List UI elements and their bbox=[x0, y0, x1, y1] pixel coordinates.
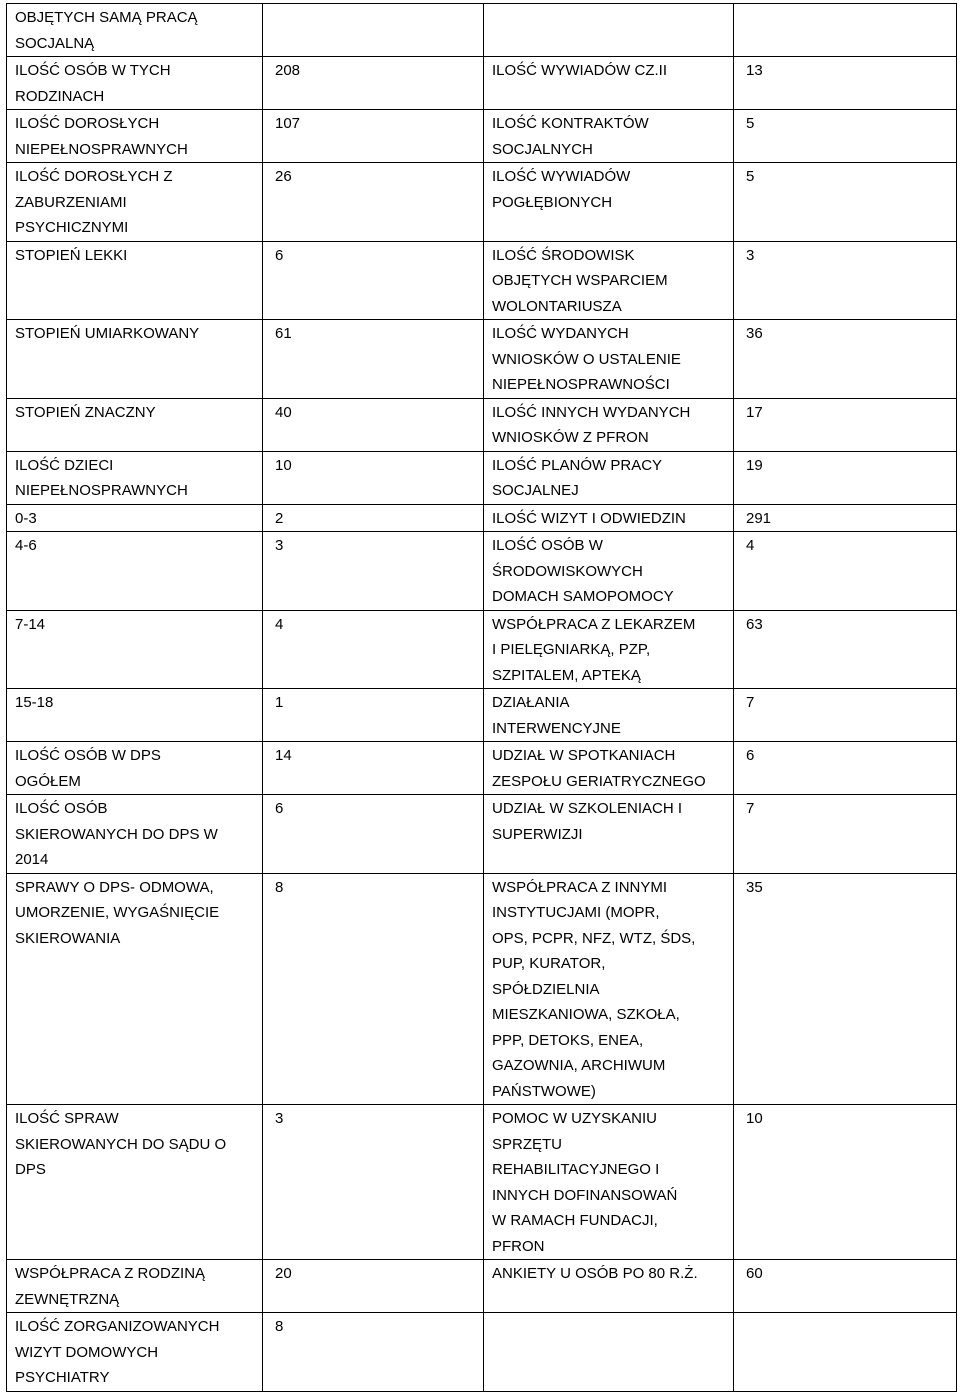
row-label2-cell: POMOC W UZYSKANIU SPRZĘTU REHABILITACYJNEGO I INNYCH DOFINANSOWAŃ W RAMACH FUNDACJI, PFRON bbox=[484, 1105, 734, 1260]
row-label2-cell: ILOŚĆ KONTRAKTÓW SOCJALNYCH bbox=[484, 110, 734, 163]
row-label-cell: 4-6 bbox=[7, 532, 263, 611]
table-row bbox=[7, 110, 957, 163]
row-label-cell: WSPÓŁPRACA Z RODZINĄ ZEWNĘTRZNĄ bbox=[7, 1260, 263, 1313]
row-value-cell: 20 bbox=[263, 1260, 484, 1313]
table-row bbox=[7, 57, 957, 110]
row-value-cell: 10 bbox=[263, 451, 484, 504]
row-value2-cell: 35 bbox=[734, 873, 957, 1105]
row-label2-cell: UDZIAŁ W SPOTKANIACH ZESPOŁU GERIATRYCZNEGO bbox=[484, 742, 734, 795]
statistics-table bbox=[6, 3, 957, 1392]
row-label2-cell: ILOŚĆ WIZYT I ODWIEDZIN bbox=[484, 504, 734, 532]
row-value2-cell: 6 bbox=[734, 742, 957, 795]
row-label2-cell: ILOŚĆ INNYCH WYDANYCH WNIOSKÓW Z PFRON bbox=[484, 398, 734, 451]
row-value-cell: 61 bbox=[263, 320, 484, 399]
row-label-cell: ILOŚĆ SPRAW SKIEROWANYCH DO SĄDU O DPS bbox=[7, 1105, 263, 1260]
row-label-cell: 0-3 bbox=[7, 504, 263, 532]
table-row bbox=[7, 532, 957, 611]
row-label-cell: 15-18 bbox=[7, 689, 263, 742]
table-row bbox=[7, 795, 957, 874]
row-label-cell: STOPIEŃ UMIARKOWANY bbox=[7, 320, 263, 399]
row-value2-cell: 5 bbox=[734, 163, 957, 242]
table-row bbox=[7, 742, 957, 795]
row-label2-cell: ANKIETY U OSÓB PO 80 R.Ż. bbox=[484, 1260, 734, 1313]
row-label-cell: 7-14 bbox=[7, 610, 263, 689]
row-label2-cell: ILOŚĆ WYWIADÓW CZ.II bbox=[484, 57, 734, 110]
row-value-cell: 26 bbox=[263, 163, 484, 242]
row-value-cell: 8 bbox=[263, 873, 484, 1105]
row-label-cell: ILOŚĆ DOROSŁYCH Z ZABURZENIAMI PSYCHICZNYMI bbox=[7, 163, 263, 242]
table-row bbox=[7, 163, 957, 242]
row-value-cell: 3 bbox=[263, 1105, 484, 1260]
row-value-cell: 8 bbox=[263, 1313, 484, 1392]
row-value2-cell: 291 bbox=[734, 504, 957, 532]
row-value2-cell: 13 bbox=[734, 57, 957, 110]
row-value-cell: 3 bbox=[263, 532, 484, 611]
row-label2-cell: UDZIAŁ W SZKOLENIACH I SUPERWIZJI bbox=[484, 795, 734, 874]
row-value-cell: 107 bbox=[263, 110, 484, 163]
row-value2-cell: 3 bbox=[734, 241, 957, 320]
row-value2-cell bbox=[734, 4, 957, 57]
table-row bbox=[7, 398, 957, 451]
row-label-cell: SPRAWY O DPS- ODMOWA, UMORZENIE, WYGAŚNIĘCIE SKIEROWANIA bbox=[7, 873, 263, 1105]
row-label-cell: ILOŚĆ OSÓB SKIEROWANYCH DO DPS W 2014 bbox=[7, 795, 263, 874]
row-value2-cell: 19 bbox=[734, 451, 957, 504]
row-value2-cell: 4 bbox=[734, 532, 957, 611]
row-label-cell: OBJĘTYCH SAMĄ PRACĄ SOCJALNĄ bbox=[7, 4, 263, 57]
row-label2-cell: ILOŚĆ WYDANYCH WNIOSKÓW O USTALENIE NIEPEŁNOSPRAWNOŚCI bbox=[484, 320, 734, 399]
table-row bbox=[7, 873, 957, 1105]
table-row bbox=[7, 504, 957, 532]
table-row bbox=[7, 1313, 957, 1392]
row-value-cell: 1 bbox=[263, 689, 484, 742]
statistics-table-body bbox=[7, 4, 957, 1392]
row-label-cell: ILOŚĆ DZIECI NIEPEŁNOSPRAWNYCH bbox=[7, 451, 263, 504]
row-value2-cell: 7 bbox=[734, 795, 957, 874]
row-label2-cell: ILOŚĆ ŚRODOWISK OBJĘTYCH WSPARCIEM WOLONTARIUSZA bbox=[484, 241, 734, 320]
table-row bbox=[7, 451, 957, 504]
row-value2-cell: 7 bbox=[734, 689, 957, 742]
row-value-cell: 40 bbox=[263, 398, 484, 451]
row-value2-cell: 36 bbox=[734, 320, 957, 399]
row-label2-cell bbox=[484, 1313, 734, 1392]
row-value-cell: 208 bbox=[263, 57, 484, 110]
row-value2-cell: 63 bbox=[734, 610, 957, 689]
table-row bbox=[7, 1260, 957, 1313]
row-label-cell: STOPIEŃ LEKKI bbox=[7, 241, 263, 320]
row-label-cell: ILOŚĆ ZORGANIZOWANYCH WIZYT DOMOWYCH PSYCHIATRY bbox=[7, 1313, 263, 1392]
row-value2-cell: 60 bbox=[734, 1260, 957, 1313]
row-value-cell: 14 bbox=[263, 742, 484, 795]
row-value-cell: 6 bbox=[263, 241, 484, 320]
row-label2-cell: DZIAŁANIA INTERWENCYJNE bbox=[484, 689, 734, 742]
row-label2-cell: ILOŚĆ WYWIADÓW POGŁĘBIONYCH bbox=[484, 163, 734, 242]
row-label-cell: ILOŚĆ DOROSŁYCH NIEPEŁNOSPRAWNYCH bbox=[7, 110, 263, 163]
table-row bbox=[7, 241, 957, 320]
row-value-cell bbox=[263, 4, 484, 57]
row-label-cell: STOPIEŃ ZNACZNY bbox=[7, 398, 263, 451]
row-label2-cell: WSPÓŁPRACA Z LEKARZEM I PIELĘGNIARKĄ, PZP, SZPITALEM, APTEKĄ bbox=[484, 610, 734, 689]
row-label-cell: ILOŚĆ OSÓB W DPS OGÓŁEM bbox=[7, 742, 263, 795]
row-value-cell: 6 bbox=[263, 795, 484, 874]
table-row bbox=[7, 689, 957, 742]
table-row bbox=[7, 1105, 957, 1260]
row-value2-cell bbox=[734, 1313, 957, 1392]
row-value2-cell: 5 bbox=[734, 110, 957, 163]
row-value-cell: 4 bbox=[263, 610, 484, 689]
table-row bbox=[7, 610, 957, 689]
row-value2-cell: 10 bbox=[734, 1105, 957, 1260]
row-label2-cell bbox=[484, 4, 734, 57]
row-label2-cell: ILOŚĆ PLANÓW PRACY SOCJALNEJ bbox=[484, 451, 734, 504]
row-label2-cell: ILOŚĆ OSÓB W ŚRODOWISKOWYCH DOMACH SAMOPOMOCY bbox=[484, 532, 734, 611]
row-value-cell: 2 bbox=[263, 504, 484, 532]
table-row bbox=[7, 4, 957, 57]
row-value2-cell: 17 bbox=[734, 398, 957, 451]
row-label-cell: ILOŚĆ OSÓB W TYCH RODZINACH bbox=[7, 57, 263, 110]
row-label2-cell: WSPÓŁPRACA Z INNYMI INSTYTUCJAMI (MOPR, OPS, PCPR, NFZ, WTZ, ŚDS, PUP, KURATOR, SPÓŁDZIELNIA MIESZKANIOWA, SZKOŁA, PPP, DETOKS, ENEA, GAZOWNIA, ARCHIWUM PAŃSTWOWE) bbox=[484, 873, 734, 1105]
table-row bbox=[7, 320, 957, 399]
